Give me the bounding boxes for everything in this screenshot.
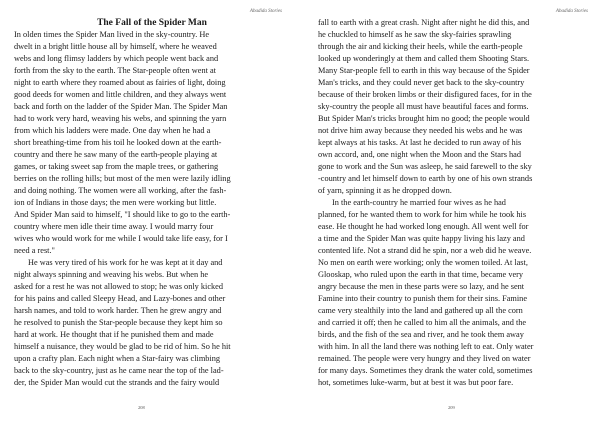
text-line: country where men idle their time away. I would marry four — [14, 222, 214, 231]
text-line: In the earth-country he married four wives as he had — [332, 198, 506, 207]
text-line: of yarn, spinning it as he dropped down. — [318, 186, 452, 195]
text-line: fall to earth with a great crash. Night after night he did this, and — [318, 18, 530, 27]
text-line: night always spinning and weaving his webs. But when he — [14, 270, 209, 279]
text-line: and carried it off; then he called to him all the animals, and the — [318, 318, 527, 327]
left-page — [0, 0, 290, 424]
text-line: ion of Indians in those days; the men were working but little. — [14, 198, 217, 207]
text-line: short breathing-time from his toil he looked down at the earth- — [14, 138, 222, 147]
text-line: he resolved to punish the Star-people because they kept him so — [14, 318, 223, 327]
text-line: berries on the rolling hills; but most of the men were lazily idling — [14, 174, 231, 183]
running-head: Abadida Stories — [249, 9, 282, 14]
page-content — [14, 17, 290, 389]
right-page — [302, 0, 592, 424]
text-line: games, or taking sweet sap from the maple trees, or gathering — [14, 162, 219, 171]
text-line: back and forth on the ladder of the Spider Man. The Spider Man — [14, 102, 228, 111]
page-number: 208 — [138, 405, 145, 410]
text-line: had to work very hard, weaving his webs, and spinning the yarn — [14, 114, 227, 123]
text-line: contented life. Not a strand did he spin, nor a web did he weave. — [318, 246, 532, 255]
text-line: upon a crafty plan. Each night when a Star-fairy was climbing — [14, 354, 221, 363]
text-line: Many Star-people fell to earth in this way because of the Spider — [318, 66, 530, 75]
paragraph — [14, 257, 290, 389]
text-line: he chuckled to himself as he saw the sky-fairies sprawling — [318, 30, 512, 39]
text-line: remained. The people were very hungry and they lived on water — [318, 354, 531, 363]
text-line: harsh names, and told to work harder. Then he grew angry and — [14, 306, 222, 315]
text-line: But Spider Man's tricks brought him no good; the people would — [318, 114, 530, 123]
text-line: for his pains and called Sleepy Head, and Lazy-bones and other — [14, 294, 226, 303]
text-line: back to the sky-country, just as he came near the top of the lad- — [14, 366, 224, 375]
paragraph — [14, 29, 290, 257]
text-line: with him. In all the land there was nothing left to eat. Only water — [318, 342, 534, 351]
text-line: In olden times the Spider Man lived in the sky-country. He — [14, 30, 210, 39]
text-line: looked up wonderingly at them and called them Shooting Stars. — [318, 54, 530, 63]
text-line: sky-country the people all must have beautiful faces and forms. — [318, 102, 529, 111]
text-line: forth from the sky to the earth. The Star-people often went at — [14, 66, 216, 75]
text-line: He was very tired of his work for he was kept at it day and — [28, 258, 223, 267]
paragraph — [318, 17, 584, 197]
running-head: Abadida Stories — [555, 9, 588, 14]
text-line: No men on earth were working; only the women toiled. At last, — [318, 258, 528, 267]
text-line: good deeds for women and little children, and they always went — [14, 90, 227, 99]
text-line: gone to work and the Sun was asleep, he said farewell to the sky — [318, 162, 532, 171]
text-line: country and there he saw many of the earth-people playing at — [14, 150, 218, 159]
text-line: Glooskap, who ruled upon the earth in that time, became very — [318, 270, 524, 279]
text-line: kept always at his tasks. At last he decided to run away of his — [318, 138, 522, 147]
text-line: himself a nuisance, they would be glad to be rid of him. So he hit — [14, 342, 231, 351]
text-line: planned, for he wanted them to work for him while he took his — [318, 210, 527, 219]
text-line: wives who would work for me while I would take life easy, for I — [14, 234, 228, 243]
text-line: need a rest." — [14, 246, 55, 255]
text-line: for many days. Sometimes they drank the water cold, sometimes — [318, 366, 533, 375]
text-line: not drive him away because they needed his webs and he was — [318, 126, 523, 135]
text-line: angry because the men in these parts were so lazy, and he sent — [318, 282, 525, 291]
text-line: Famine into their country to punish them for their sins. Famine — [318, 294, 528, 303]
text-line: own accord, and, one night when the Moon and the Stars had — [318, 150, 521, 159]
text-line: webs and long flimsy ladders by which people went back and — [14, 54, 219, 63]
text-line: night to earth where they roamed about as fairies of light, doing — [14, 78, 226, 87]
text-line: because of their broken limbs or their disfigured faces, for in the — [318, 90, 532, 99]
text-line: from which his ladders were made. One day when he had a — [14, 126, 211, 135]
text-line: came very stealthily into the land and gathered up all the corn — [318, 306, 523, 315]
text-line: And Spider Man said to himself, "I should like to go to the earth- — [14, 210, 231, 219]
text-line: asked for a rest he was not allowed to stop; he was only kicked — [14, 282, 223, 291]
page-number: 209 — [448, 405, 455, 410]
text-line: through the air and kicking their heels, while the earth-people — [318, 42, 523, 51]
text-line: and doing nothing. The women were all working, after the fash- — [14, 186, 227, 195]
text-line: a time and the Spider Man was quite happy living his lazy and — [318, 234, 525, 243]
text-line: der, the Spider Man would cut the strands and the fairy would — [14, 378, 220, 387]
text-line: hot, sometimes luke-warm, but at best it was but poor fare. — [318, 378, 514, 387]
chapter-title: The Fall of the Spider Man — [97, 18, 207, 28]
text-line: dwelt in a bright little house all by himself, where he weaved — [14, 42, 217, 51]
text-line: birds, and the fish of the sea and river, and he took them away — [318, 330, 524, 339]
text-line: Man's tricks, and they could never get back to the sky-country — [318, 78, 525, 87]
text-line: -country and let himself down to earth by one of his own strands — [318, 174, 533, 183]
paragraph — [318, 197, 584, 389]
page-content — [318, 17, 584, 389]
text-line: hard at work. He thought that if he punished them and made — [14, 330, 214, 339]
text-line: ease. He thought he had worked long enough. All went well for — [318, 222, 529, 231]
